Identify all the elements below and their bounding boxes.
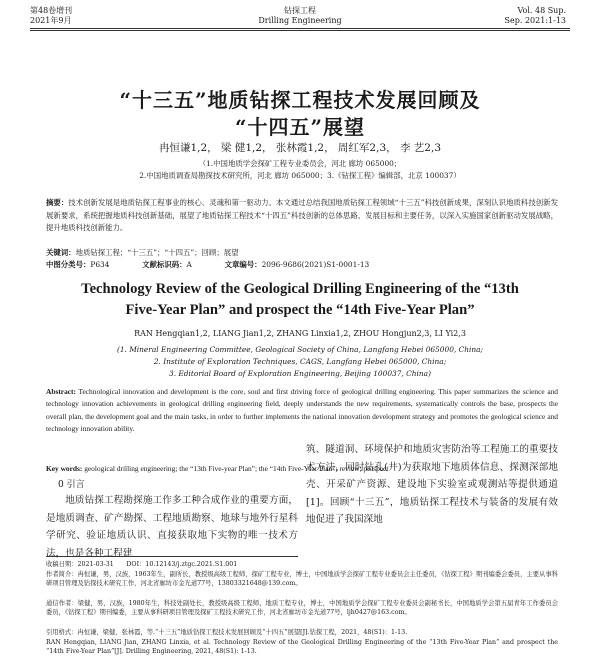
- abstract-cn-text: 技术创新发展是地质钻探工程事业的核心、灵魂和第一驱动力。本文通过总结我国地质钻探工程领域“十三五”科技创新成果，深刻认识地质科技创新发展新要求，系统把握地质科技创新基础，展望了地质钻探工程技术“十四五”科技创新的总体思路、发展目标和主要任务，以深入实施国家创新驱动发展战略，提升地质科技创新能力。: [46, 198, 558, 232]
- footnote-citation-cn: 引用格式：冉恒谦，梁健，张林霞，等.“十三五”地质钻探工程技术发展回顾及“十四五”展望[J].钻探工程，2021，48(S1)：1-13.: [46, 629, 408, 636]
- header-volume-cn: 第48卷增刊: [30, 6, 73, 15]
- footnote-received: 收稿日期：2021-03-31 DOI：10.12143/j.ztgc.2021.S1.001: [46, 561, 238, 568]
- header-pages-en: Sep. 2021:1-13: [504, 16, 566, 25]
- footnote-citation-en: RAN Hengqian, LIANG Jian, ZHANG Linxia, et al. Technology Review of the Geological Drilling Engineering of the “13th Five-Year Plan” and prospect the “14th Five-Year Plan”[J]. Drilling Engineering, 2021, 48(S1): 1-13.: [46, 639, 558, 656]
- title-en-line1: Technology Review of the Geological Drilling Engineering of the “13th: [81, 281, 519, 297]
- header-journal-cn: 钻探工程: [284, 6, 316, 15]
- title-cn-line1: “十三五”地质钻探工程技术发展回顾及: [119, 88, 481, 112]
- authors-en: RAN Hengqian1,2, LIANG Jian1,2, ZHANG Linxia1,2, ZHOU Hongjun2,3, LI Yi2,3: [134, 329, 466, 338]
- keywords-en-label: Key words:: [46, 464, 83, 473]
- article-number-label: 文章编号：: [224, 260, 262, 269]
- header-journal-en: Drilling Engineering: [258, 16, 342, 25]
- doc-code-value: A: [186, 260, 192, 269]
- abstract-en-label: Abstract:: [46, 387, 76, 396]
- classification-line: [46, 259, 558, 272]
- keywords-cn-text: 地质钻探工程；“十三五”；“十四五”；回顾；展望: [75, 248, 239, 257]
- section-heading: 0 引言: [58, 480, 85, 490]
- title-en-line2: Five-Year Plan” and prospect the “14th Five-Year Plan”: [125, 302, 475, 318]
- affiliation-cn-line2: 2.中国地质调查局勘探技术研究所，河北 廊坊 065000；3.《钻探工程》编辑部，北京 100037）: [139, 171, 461, 180]
- body-column-left: 地质钻探工程勘探施工作多工种合成作业的重要方面，是地质调查、矿产勘探、工程地质勘察、地球与地外行星科学研究、验证地质认识、直接获取地下实物的唯一技术方法，也是各种工程建: [46, 495, 298, 559]
- abstract-en: [46, 386, 558, 435]
- class-label: 中图分类号：: [46, 260, 91, 269]
- header-date-cn: 2021年9月: [30, 16, 72, 25]
- header-volume-en: Vol. 48 Sup.: [517, 6, 566, 15]
- doc-code-label: 文献标识码：: [142, 260, 187, 269]
- keywords-en-text: geological drilling engineering; the “13th Five-year Plan”; the “14th Five-Year Plan”; review; prospect: [84, 464, 389, 473]
- affiliation-en-line3: 3. Editorial Board of Exploration Engineering, Beijing 100037, China): [169, 369, 431, 378]
- abstract-cn-label: 摘要：: [46, 198, 69, 207]
- keywords-cn: [46, 247, 558, 260]
- affiliation-cn-line1: （1.中国地质学会探矿工程专业委员会，河北 廊坊 065000；: [198, 159, 402, 168]
- footnote-rule: [46, 556, 298, 557]
- abstract-en-text: Technological innovation and development is the core, soul and first driving force of geological drilling engineering. This paper summarizes the science and technology innovation achievements in geological drilling engineering field, deeply understands the new requirements, systematically controls the base, prospects the overall plan, the development goal and the main tasks, in order to further implements the national innovation development strategy and promotes the geological science and technology innovation ability.: [46, 387, 558, 433]
- class-value: P634: [90, 260, 110, 269]
- keywords-cn-label: 关键词：: [46, 248, 76, 257]
- body-column-right: 筑、隧道洞、环境保护和地质灾害防治等工程施工的重要技术方法，同时钻孔(井)为获取地下地质体信息、探测深部地壳、开采矿产资源、建设地下实验室或观测站等提供通道[1]。回顾“十三五”，地质钻探工程技术与装备的发展有效地促进了我国深地: [306, 444, 558, 526]
- header-right: [505, 6, 566, 26]
- header-rule: [30, 28, 570, 29]
- footnote-corresponding: 通信作者：梁健，男，汉族，1980年生，科技处副处长，教授级高级工程师，地质工程专业，博士，中国地质学会探矿工程专业委员会副秘书长，中国地质学会第五届青年工作委员会委员，《钻探工程》期刊编委，主要从事科研项目管理及探矿工程技术研究工作，河北省廊坊市金光道77号，ljh0427@163.com。: [46, 600, 558, 617]
- article-number-value: 2096-9686(2021)S1-0001-13: [261, 260, 370, 269]
- footnote-author-intro: 作者简介：冉恒谦，男，汉族，1963年生，副所长，教授级高级工程师，探矿工程专业，博士，中国地质学会探矿工程专业委员会主任委员，《钻探工程》期刊编委会委员，主要从事科研项目管理及钻探技术研究工作，河北省廊坊市金光道77号，13803321648@139.com。: [46, 571, 558, 588]
- header-rule-thin: [30, 30, 570, 31]
- affiliation-en-line1: (1. Mineral Engineering Committee, Geological Society of China, Langfang Hebei 065000, China;: [116, 345, 484, 354]
- title-cn-line2: “十四五”展望: [234, 115, 365, 139]
- abstract-cn: [46, 197, 558, 235]
- authors-cn: 冉恒谦1,2， 梁 健1,2， 张林霞1,2， 周红军2,3， 李 艺2,3: [158, 142, 442, 154]
- affiliation-en-line2: 2. Institute of Exploration Techniques, CAGS, Langfang Hebei 065000, China;: [153, 357, 447, 366]
